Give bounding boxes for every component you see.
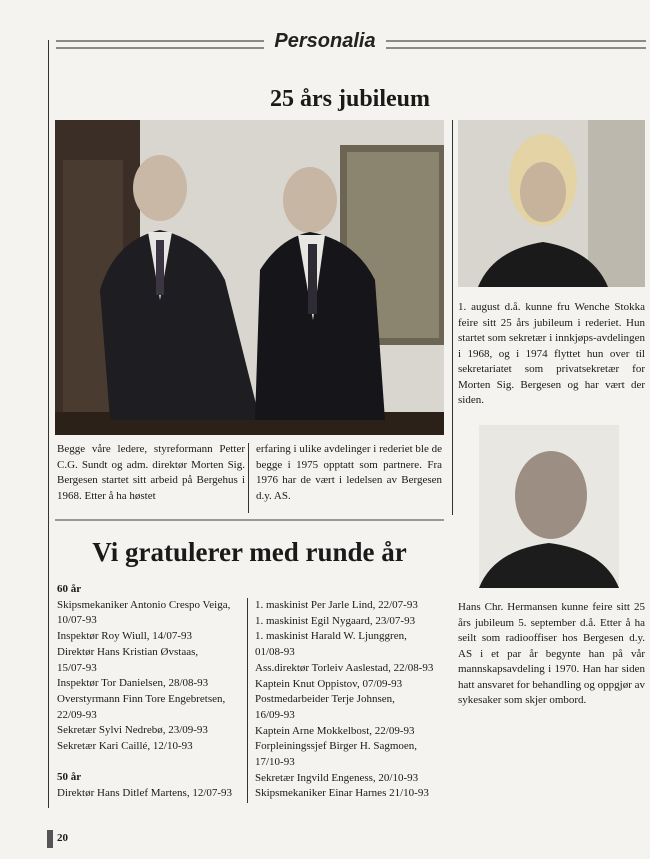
list-item: Skipsmekaniker Antonio Crespo Veiga,	[57, 598, 231, 611]
headline: 25 års jubileum	[269, 86, 430, 112]
column-divider	[452, 120, 453, 515]
birthday-rule	[55, 519, 444, 521]
list-item: 1. maskinist Per Jarle Lind, 22/07-93	[255, 599, 418, 611]
list-item: Inspektør Tor Danielsen, 28/08-93	[57, 677, 209, 690]
list-item: 17/10-93	[255, 756, 295, 769]
list-item: 50 år	[57, 771, 82, 784]
list-item: Ass.direktør Torleiv Aaslestad, 22/08-93	[255, 661, 434, 674]
list-item: 1. maskinist Harald W. Ljunggren,	[255, 630, 407, 643]
list-item: 16/09-93	[255, 708, 295, 721]
list-item: Sekretær Kari Caillé, 12/10-93	[57, 740, 193, 753]
list-item: Skipsmekaniker Einar Harnes 21/10-93	[255, 787, 429, 800]
main-caption-right: erfaring i ulike avdelinger i rederiet ble de begge i 1975 opptatt som partnere. Fra 1976 har de vært i ledelsen av Bergesen d.y. AS.	[256, 443, 442, 502]
list-item: 10/07-93	[57, 614, 97, 627]
page-number-bar	[47, 830, 53, 848]
caption-divider	[248, 443, 249, 513]
list-item: Inspektør Roy Wiull, 14/07-93	[57, 630, 193, 643]
list-item	[57, 755, 247, 771]
list-item: Forpleiningssjef Birger H. Sagmoen,	[255, 740, 418, 753]
main-caption-left: Begge våre ledere, styreformann Petter C.G. Sundt og adm. direktør Morten Sig. Bergesen startet sitt arbeid på Bergehus i 1968. Etter å ha høstet	[57, 443, 245, 502]
list-item: Direktør Hans Kristian Øvstaas,	[57, 645, 199, 658]
two-men-photo	[55, 120, 444, 435]
list-item: Postmedarbeider Terje Johnsen,	[255, 693, 395, 706]
man-portrait-photo	[479, 425, 619, 588]
list-item: 60 år	[57, 583, 82, 595]
page-number: 20	[57, 832, 68, 844]
list-item: Kaptein Arne Mokkelbost, 22/09-93	[255, 724, 415, 737]
list-item: 22/09-93	[57, 708, 97, 721]
left-margin-rule	[48, 40, 49, 808]
woman-caption: 1. august d.å. kunne fru Wenche Stokka feire sitt 25 års jubileum i rederiet. Hun startet som sekretær i innkjøps-avdelingen i 1968, og i 1974 flyttet hun over til sekretariatet som privatsekretær for Morten Sig. Bergesen og har vært der siden.	[458, 301, 645, 406]
list-item: 01/08-93	[255, 646, 295, 659]
list-item: Overstyrmann Finn Tore Engebretsen,	[57, 692, 226, 705]
list-item: Kaptein Knut Oppistov, 07/09-93	[255, 677, 403, 690]
birthday-title: Vi gratulerer med runde år	[92, 537, 407, 567]
list-item: 15/07-93	[57, 661, 97, 674]
woman-photo	[458, 120, 645, 287]
section-title-text: Personalia	[264, 30, 385, 53]
birthday-column-divider	[247, 598, 248, 803]
birthday-list-right	[255, 598, 447, 802]
list-item: 1. maskinist Egil Nygaard, 23/07-93	[255, 614, 416, 627]
list-item: Sekretær Sylvi Nedrebø, 23/09-93	[57, 724, 208, 737]
birthday-list-left	[57, 582, 247, 802]
section-title	[0, 30, 650, 53]
man-caption: Hans Chr. Hermansen kunne feire sitt 25 års jubileum 5. september d.å. Etter å ha seilt som radiooffiser hos Bergesen d.y. AS i et par år begynte han på vår mannskapsavdeling i 1970. Han har siden hatt ansvaret for behandling og oppgjør av sykesaker som skjer ombord.	[458, 601, 645, 706]
list-item: Direktør Hans Ditlef Martens, 12/07-93	[57, 787, 233, 800]
list-item: Sekretær Ingvild Engeness, 20/10-93	[255, 771, 419, 784]
